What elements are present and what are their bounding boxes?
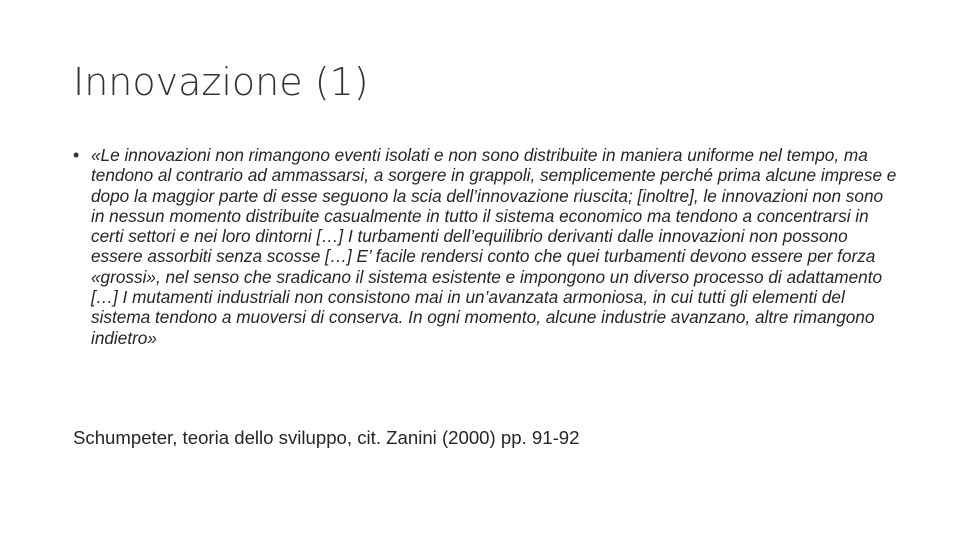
citation-text: Schumpeter, teoria dello sviluppo, cit. Zanini (2000) pp. 91-92 (73, 427, 580, 448)
slide-title: Innovazione (1) (73, 60, 369, 104)
bullet-icon: • (73, 145, 80, 165)
bullet-item (73, 145, 903, 348)
quote-text: «Le innovazioni non rimangono eventi isolati e non sono distribuite in maniera uniforme nel tempo, ma tendono al contrario ad ammassarsi, a sorgere in grappoli, semplicemente perché prima alcune imprese e dopo la maggior parte di esse seguono la scia dell’innovazione riuscita; [inoltre], le innovazioni non sono in nessun momento distribuite casualmente in tutto il sistema economico ma tendono a concentrarsi in certi settori e nei loro dintorni […] I turbamenti dell’equilibrio derivanti dalle innovazioni non possono essere assorbiti senza scosse […] E’ facile rendersi conto che quei turbamenti devono essere per forza «grossi», nel senso che sradicano il sistema esistente e impongono un diverso processo di adattamento […] I mutamenti industriali non consistono mai in un’avanzata armoniosa, in cui tutti gli elementi del sistema tendono a muoversi di conserva. In ogni momento, alcune industrie avanzano, altre rimangono indietro» (91, 145, 897, 348)
